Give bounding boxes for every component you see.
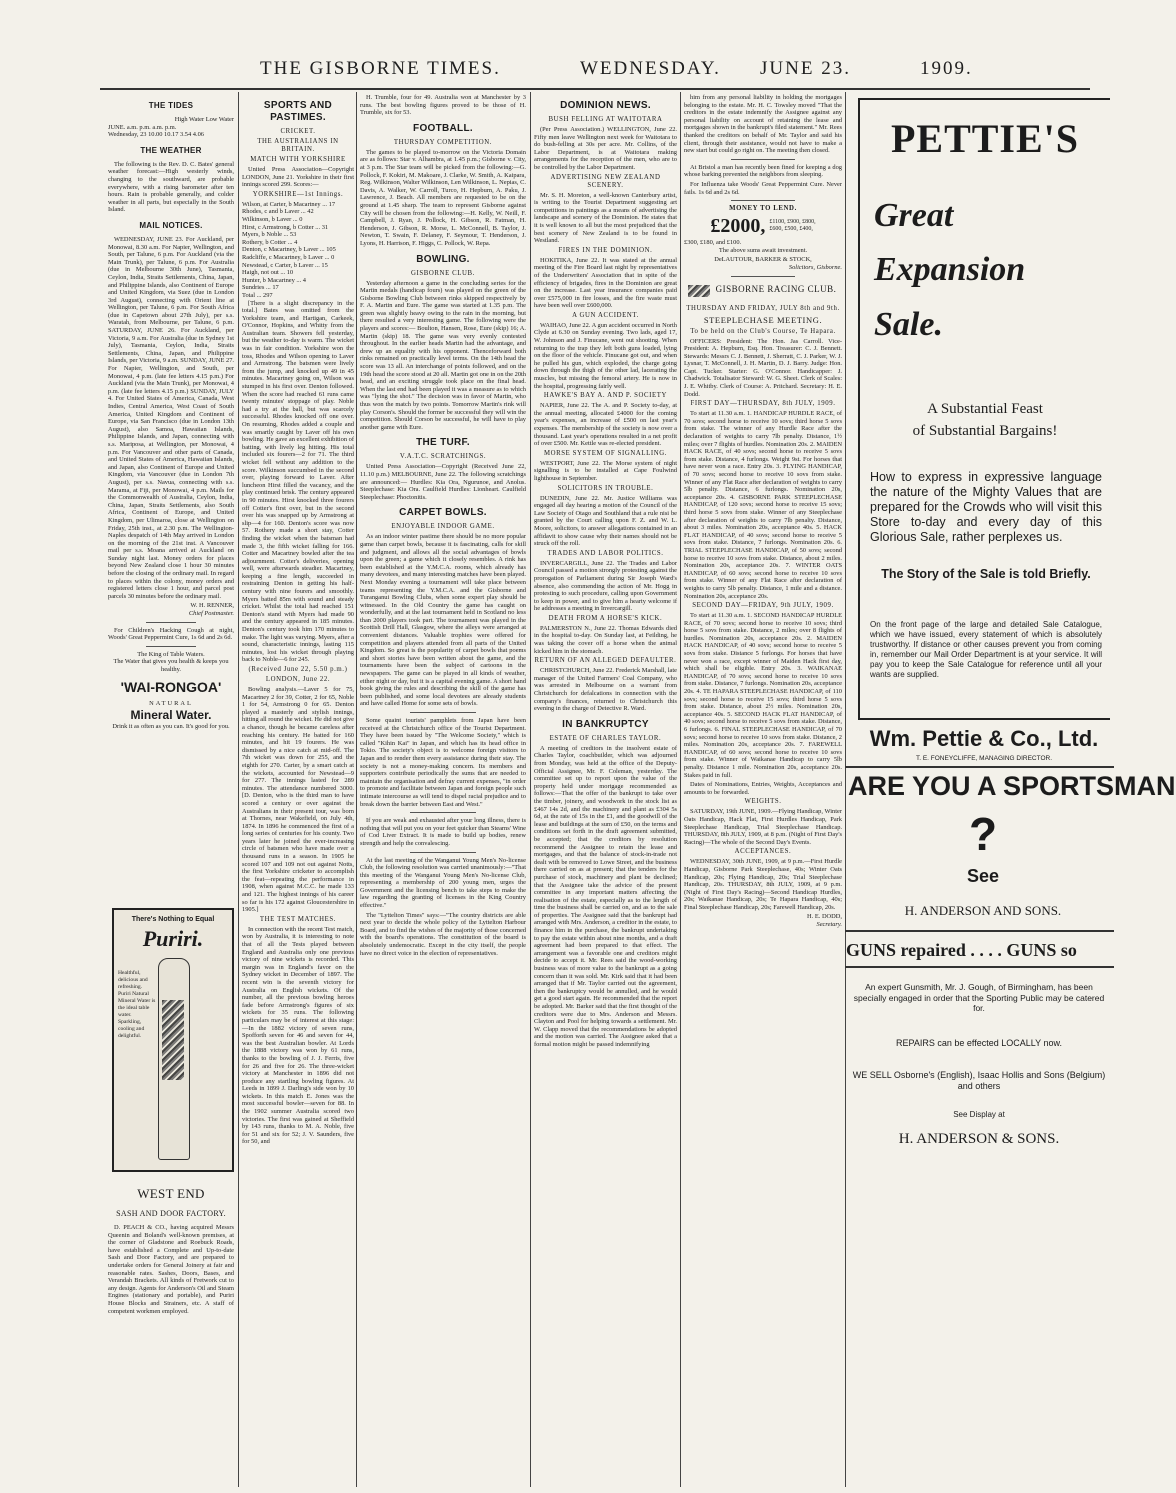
how-text: How to express in expressive language the nature of the Mighty Values that are prepared for the Crowds who will visit this Store to-day and every day of this Glorious Sale, rather perplexes us. — [870, 470, 1102, 544]
second-day-text: To start at 11.30 a.m. 1. SECOND HANDICAP HURDLE RACE, of 70 sovs; second horse to receive 10 sovs; third horse 5 sovs from stake. Distance, 2 miles; over 8 flights of hurdles. Nomination 20s, acceptance 20s. 2. MAIDEN HACK HANDICAP, of 40 sovs; second horse to receive 5 sovs from stake. Distance 5 furlongs. For horses that have never won a race, except winner of Maiden Hack first day, which shall be eligible. Entry 20s. 3. WAIKANAE HANDICAP, of 70 sovs; second horse to receive 10 sovs from stake. Distance, 7 furlongs. Nomination 20s, acceptance 20s. 4. TE HAPARA STEEPLECHASE HANDICAP, of 110 sovs; second horse to receive 15 sovs; third horse 5 sovs from stake. Distance, about 2½ miles. Nomination 20s, acceptance 40s. 5. SECOND HACK FLAT HANDICAP, of 40 sovs; second horse to receive 5 sovs from stake. Distance, 6 furlongs. 6. FINAL STEEPLECHASE HANDICAP, of 70 sovs; second horse to receive 10 sovs from stake. Distance, 2 miles. Nomination 20s, acceptance 20s. 7. FAREWELL HANDICAP, of 60 sovs; second horse to receive 10 sovs from stake. Winner of Waikanae Handicap to carry 5lb penalty. Distance 1 mile. Nomination 20s, acceptance 20s. Stakes paid in full. — [684, 612, 842, 779]
racing-club-banner — [684, 281, 842, 303]
column-5 — [684, 94, 842, 1489]
score-line: Wilkinson, b Laver ... 0 — [242, 215, 303, 223]
gun-heading: A GUN ACCIDENT. — [572, 311, 639, 319]
officers-text: OFFICERS: President: The Hon. Jas Carroll. Vice-President: A. Hepburn, Esq. Hon. Treasurer: C. J. Bennett. Stewards: Messrs C. J. Bennett, J. Sherratt, C. J. Parker, W. J. Lysnar, T. McConnell, J. H. Martin, D. J. Barry. Judge: Hon. Capt. Tucker. Starter: G. O'Connor. Handicapper: J. Chadwick. Totalisator Steward: W. G. Sheet. Clerk of Scales: J. E. Whitby. Clerk of Course: A. Pritchard. Secretary: H. E. Dodd. — [684, 337, 842, 398]
divider — [410, 712, 476, 713]
column-3 — [360, 94, 526, 1489]
carpet-bowls-heading: CARPET BOWLS. — [399, 507, 487, 519]
london-dateline: LONDON, June 22. — [265, 676, 331, 683]
puriri-ad — [112, 908, 234, 1172]
acceptances-heading: ACCEPTANCES. — [734, 848, 792, 856]
score-line: Rothery, b Cotter ... 4 — [242, 238, 298, 246]
ad-divider — [845, 766, 1114, 768]
column-2 — [242, 94, 354, 1489]
masthead-date: JUNE 23. — [760, 58, 851, 79]
match-text: [There is a slight discrepancy in the total.] Bates was omitted from the Yorkshire team, and Hartigan, Carkeek, O'Connor, Hopkins, and Whitty from the Australian team. Showers fell yesterday, but the weather to-day is warm. The wicket was in fair condition. Yorkshire won the toss, Rhodes and Wilson opening to Laver and Armstrong. The batsmen were lively from the jump, and knocked up 49 in 45 minutes. Macartney going on, Wilson was stumped in his first over. Denton followed. When the score had reached 61 runs came twenty minutes' stoppage of play. Noble had a try at the ball, but was scarcely successful. Rhodes knocked off one over. On resuming, Rhodes added a couple and was smartly caught by Laver off his own bowling. He gave an excellent exhibition of batting, with lively leg hitting. His total included six fourers—2 for 71. The third wicket fell without any addition to the score. Wilkinson succumbed in the second over, playing forward to Laver. After luncheon Hirst filled the vacancy, and the play continued brisk. The century appeared in 90 minutes. Hirst knocked three fourers off Cotter's first over, but in the second over his was snapped up by Armstrong at slip—4 for 160. Denton's score was now 57. Rothery made a short stay, Cotter finding the wicket when the batsman had made 3, the fifth wicket falling for 166. Cotter and Macartney bowled after the tea adjournment. Cotter's deliveries, opening well, were afterwards steadier. Macartney, keeping a fine length, succeeded in restraining Denton in getting his half-century with nine fourers and smoothly. Myers batted 85m with sound and steady cricket. Whilst the total had reached 151 Denton's stand with Myers had made 90 and the century appeared in 185 minutes. Denton's century took him 170 minutes to make. The light was varying. Myers, after a sound, characteristic innings, lasting 115 minutes, lost his wicket through playing back to Noble—6 for 245. — [242, 299, 354, 664]
bottle-label-illustration — [162, 1000, 184, 1080]
steeplechase-sub: To be held on the Club's Course, Te Hapara. — [690, 327, 836, 335]
column-rule-3 — [530, 92, 531, 1487]
yorkshire-heading: YORKSHIRE—1st Innings. — [252, 190, 344, 198]
carpet-bowls-text: As an indoor winter pastime there should be no more popular game than carpet bowls, because it is fascinating, calls for skill and judgment, and allows all the social advantages of bowls upon the green; a game which it closely resembles. A rink has been established at the Y.M.C.A. rooms, which already has many devotees, and many interesting matches have been played. Next Monday evening a tournament will take place between teams representing the Y.M.C.A. and the Gisborne and Turanganui Bowling Clubs, when some expert play should be witnessed. In the Old Country the game has caught on wonderfully, and at the last tournament held in Scotland no less than 2000 players took part. The tournament was played in the Scottish Drill Hall, Glasgow, where the alleys were arranged at convenient distances. Valuable trophies were offered for competition and players attended from all parts of the United Kingdom. So great is the popularity of carpet bowls that poems and short stories have been written about the game, and the tournaments have been the subject of cartoons in the newspapers. The game can be played in all kinds of weather, either night or day, but it is a capital evening game. A short hand book giving the rules and describing the skill of the game has been published, and some local devotees are already students and have called Home for some sets of bowls. — [360, 533, 526, 708]
dodd-title: Secretary. — [816, 921, 842, 929]
death-heading: DEATH FROM A HORSE'S KICK. — [548, 614, 663, 622]
score-line: Myers, b Noble ... 53 — [242, 231, 297, 239]
score-line: Sundries ... 17 — [242, 284, 279, 292]
turf-text: United Press Association—Copyright (Received June 22, 11.10 p.m.) MELBOURNE, June 22. The following scratchings are announced:— Hurdles: Kia Ora, Ngurunoe, and Anolus. Steeplechase: Kia Ora. Caulfield Hurdles: Lionheart. Caulfield Steeplechase: Phoctonitis. — [360, 463, 526, 501]
divider — [146, 622, 196, 623]
bowling-text: Yesterday afternoon a game in the concluding series for the Martin medals (handicap fours) was played on the green of the Gisborne Bowling Club between rinks skipped respectively by F. A. Martin and Eure. The game was started at 1.35 p.m. The green was slightly heavy owing to the rain in the morning, but there resulted a very interesting game. The following were the players and scores:— Boulton, Hansen, Rose, Eure (skip) 16; A. Martin (skip) 18. The game was very evenly contested throughout. In the earlier heads Martin had the advantage, and drew up an equality with his opponent. Thenceforward both rinks remained on practically level terms. On the 14th head the score was 13 all. An interchange of points followed, and on the 19th head the score stood at 20 all. Martin got one in on the 20th head, and an exciting struggle took place on the final head. When the last end had been played it was a measure as to which was "lying the shot." The decision was in favor of Martin, who thus won the match by two points. Tomorrow Martin's rink will play Corson's. Should the former be successful they will win the competition. Should Corson be successful, he will have to play another game with Eure. — [360, 279, 526, 431]
money-small-2: £600, £500, £400, — [769, 226, 813, 233]
score-line: Haigh, not out ... 10 — [242, 269, 294, 277]
column-rule-1 — [238, 92, 239, 1487]
money-small-group — [769, 219, 815, 233]
carpet-bowls-sub: ENJOYABLE INDOOR GAME. — [391, 523, 495, 531]
hawkes-heading: HAWKE'S BAY A. AND P. SOCIETY — [543, 392, 668, 400]
gunsmith-text: An expert Gunsmith, Mr. J. Gough, of Birmingham, has been specially engaged in order that the Sporting Public may be catered for. — [853, 982, 1105, 1013]
pettie-firm: Wm. Pettie & Co., Ltd. — [869, 726, 1099, 751]
solicitors-text: DUNEDIN, June 22. Mr. Justice Williams was engaged all day hearing a motion of the Council of the Law Society of Otago and Southland that a rule nisi be granted by the Court calling upon F. Z. and W. L. Moore, solicitors, to answer allegations contained in an affidavit to show cause why their names should not be struck off the roll. — [534, 494, 677, 548]
we-sell-text: WE SELL Osborne's (English), Isaac Hollis and Sons (Belgium) and others — [852, 1070, 1106, 1091]
mail-signature-title: Chief Postmaster. — [188, 610, 234, 618]
advertising-heading: ADVERTISING NEW ZEALAND SCENERY. — [550, 173, 661, 189]
cough-cure-text: For Children's Hacking Cough at night, Woods' Great Peppermint Cure, 1s 6d and 2s 6d. — [108, 626, 234, 642]
football-text: The games to be played to-morrow on the Victoria Domain are as follows: Star v. Alhambra, at 1.45 p.m.; Gisborne v. City, at 3 p.m. The Star team will be picked from the following:—G. Pollock, F. Kokiri, M. Makoare, J. Clarke, W. Smith, A. Kaipara, Reg. Wilkinson, Walter Wilkinson, Len Wilkinson, L. Nepias, C. Davis, A. Walker, W. Carroll, Turco, H. Hepburn, A. Paku, J. Lawrence, J. Beach. All members are requested to be on the ground at 1.45 sharp. The team to represent Gisborne against City will be chosen from the following:—H. Kelly, W. Neill, F. Campbell, J. Ryan, J. Pollock, H. Gibson, R. Fatman, H. Henderson, J. Gibson, R. Morse, L. McConnell, B. Taylor, J. Newton, T. Swain, F. Delaney, F. Seymour, T. Henderson, J. Lyons, H. Harrison, F. Higgs, C. Pollock, W. Repa. — [360, 148, 526, 247]
puriri-top: There's Nothing to Equal — [131, 916, 215, 923]
question-mark: ? — [968, 808, 998, 860]
pettie-name: PETTIE'S — [890, 116, 1080, 161]
money-amounts — [684, 215, 842, 237]
football-heading: FOOTBALL. — [413, 122, 473, 134]
bankruptcy-sub: ESTATE OF CHARLES TAYLOR. — [549, 734, 662, 742]
weather-text: The following is the Rev. D. C. Bates' general weather forecast:—High westerly winds, changing to the southward, are probable everywhere, with a rising barometer after ten hours. Rain is probable generally, and colder weather in all parts, but especially in the South Island. — [108, 160, 234, 214]
fires-heading: FIRES IN THE DOMINION. — [558, 246, 653, 254]
racing-dates: THURSDAY AND FRIDAY, JULY 8th and 9th. — [686, 304, 840, 312]
score-line: Newstead, c Carter, b Laver ... 15 — [242, 261, 328, 269]
pettie-director: T. E. FONEYCLIFFE, MANAGING DIRECTOR. — [915, 755, 1053, 762]
bankruptcy-text: A meeting of creditors in the insolvent estate of Charles Taylor, coachbuilder, which was adjourned from Monday, was held at the office of the Deputy-Official Assignee, Mr. F. Coleman, yesterday. The committee set up to report upon the value of the property held under mortgage recommended as follows:—That the offer of the bankrupt to take over the timber, joinery, and woodwork in the stock list as £467 14s 2d, and the machinery and plant as £304 5s 6d, at the rate of 15s in the £1, and the goodwill of the lease and buildings at the sum of £50, on the terms and conditions set forth in the draft agreement submitted, be accepted; that the creditors by resolution recommend the Assignee to retain the lease and mortgages, and that the balance of stock-in-trade not dealt with be removed to Lowe Street, and the business there carried on as at present; that the tenders for the purchase of stock, machinery and plant be declined; that the Assignee take the advice of the present committee in any important matters affecting the realisation of the estate, especially as to the length of time the business shall be carried on, and as to the sale of properties. The Assignee said that the bankrupt had arranged with Mrs. Anderson, a creditor in the estate, to finance him in the purchase, the bankrupt undertaking to pay the estate within about nine months, and a draft agreement had been prepared to that effect. The arrangement was a favorable one and creditors might decide to accept it. Mr. Rees said the wood-working business was of more value to the bankrupt as a going concern than it was sold. Mr. Kirk said that it had been arranged that if Mr. Taylor carried out the agreement, then the bankruptcy would be annulled, and he would get a good start again. He recommended that the report be adopted. Mr. Barker said that the first thought of the creditors were due to Mrs. Anderson and Messrs. Clayton and Pool for helping towards a settlement. Mr. W. Clapp moved that the recommendations be adopted and the motion was carried. The Assignee asked that a formal motion might be passed indemnifying — [534, 744, 677, 1048]
second-day-heading: SECOND DAY—FRIDAY, 9th JULY, 1909. — [692, 602, 834, 610]
cricket-continued: H. Trumble, four for 49. Australia won at Manchester by 3 runs. The best bowling figures proved to be those of H. Trumble, six for 53. — [360, 94, 526, 117]
money-text: The above sums await investment. — [718, 246, 808, 254]
advertising-text: Mr. S. H. Moreton, a well-known Canterbury artist, is writing to the Tourist Department suggesting art competitions in paintings as a means of advertising the landscape and scenery of the Dominion. He states that it is well known to all but the most prejudiced that the best scenery of New Zealand is to be found in Westland. — [534, 191, 677, 245]
tourist-text: Some quaint tourists' pamphlets from Japan have been received at the Christchurch office of the Tourist Department. They have been issued by "The Welcome Society," which is called "Kihin Kai" in Japan, and which has its head office in Tokio. The society's object is to welcome foreign visitors to Japan and to render them every assistance during their stay. The society is not a money-making concern. Its members and supporters contribute periodically the sums that are needed to maintain the organisation and defray current expenses, "in order to promote and facilitate between Japan and foreign people such intimate intercourse as will tend to dispel racial prejudice and to break down the barrier between East and West." — [360, 717, 526, 808]
mail-heading: MAIL NOTICES. — [139, 220, 203, 230]
dominion-heading: DOMINION NEWS. — [560, 100, 651, 111]
defaulter-heading: RETURN OF AN ALLEGED DEFAULTER. — [534, 657, 677, 665]
fires-text: HOKITIKA, June 22. It was stated at the annual meeting of the Fire Board last night by representatives of the Underwriters' Association that in spite of the efficiency of brigades, fires in the Dominion are great on the increase. Last year insurance companies paid over £575,000 in fire losses, and the fire waste must have been well over £600,000. — [534, 256, 677, 310]
defaulter-text: CHRISTCHURCH, June 22. Frederick Marshall, late manager of the United Farmers' Coal Company, who was arrested in Melbourne on a warrant from Christchurch for defalcations in connection with the company's finances, returned to Christchurch this evening in the charge of Detective R. Ward. — [534, 667, 677, 713]
bowling-analysis: Bowling analysis.—Laver 5 for 75, Macartney 2 for 39, Cotter, 2 for 65, Noble 1 for 54, Armstrong 0 for 65. Denton played a masterly and stylish innings, hitting all round the wicket. He did not give a chance, though he became careless after reaching his century. He batted for 160 minutes, and hit 19 fourers. He was dismissed by a nice catch at mid-off. The 7th wicket was down for 255, and the eighth for 270. Carter, by a smart catch at the wickets, accounted for Newstead—9 for 277. The innings lasted for 289 minutes. The attendance numbered 3000. [D. Denton, who is the third man to have scored a century or over against the Australians in their present tour, was born at Thornes, near Wakefield, on July 4th, 1874. In 1896 he commenced the first of a long series of centuries for his county. Two years later he joined the ever-increasing circle of batsmen who have made over a thousand runs in a season. In 1905 he scored 107 and 109 not out against Notts, the first Yorkshire cricketer to accomplish the feat—repeating the performance in 1908, when against M.C.C. he made 133 and 121. The highest innings of his career so far is his 172 against Gloucestershire in 1905.] — [242, 686, 354, 914]
puriri-name: Puriri. — [142, 926, 204, 951]
wai-natural: NATURAL — [149, 699, 193, 707]
money-firm-2: Solicitors, Gisborne. — [788, 263, 842, 271]
wai-rongoa-ad — [108, 651, 234, 731]
received-note: (Received June 22, 5.50 p.m.) — [248, 666, 348, 673]
death-text: PALMERSTON N., June 22. Thomas Edwards died in the hospital to-day. On Sunday last, at Feilding, he was taking the cover off a horse when the animal kicked him in the stomach. — [534, 624, 677, 655]
morse-heading: MORSE SYSTEM OF SIGNALLING. — [543, 449, 668, 457]
see-text: See — [966, 866, 1000, 886]
tides-row-3: Wednesday, 23 10.00 10.17 3.54 4.06 — [108, 131, 204, 139]
wai-tagline-2: The Water that gives you health & keeps you healthy. — [113, 658, 229, 673]
solicitors-heading: SOLICITORS IN TROUBLE. — [557, 484, 654, 492]
racing-club-name: GISBORNE RACING CLUB. — [715, 283, 837, 294]
expansion-text: Expansion — [874, 251, 1026, 288]
trades-text: INVERCARGILL, June 22. The Trades and Labor Council passed a motion strongly protesting against the prorogation of Parliament during Sir Joseph Ward's absence, also commending the action of Mr. Hogg in protesting to such procedure, calling upon Government to keep in power, and to give him a hearty welcome if he addresses a meeting in Invercargill. — [534, 559, 677, 613]
feast-line-2: of Substantial Bargains! — [912, 423, 1058, 439]
masthead-year: 1909. — [920, 58, 973, 79]
divider — [731, 200, 794, 201]
weights-heading: WEIGHTS. — [744, 798, 782, 806]
great-text: Great — [874, 197, 954, 234]
column-rule-2 — [356, 92, 357, 1487]
horse-icon — [688, 285, 710, 297]
masthead-day: WEDNESDAY. — [580, 58, 721, 79]
trades-heading: TRADES AND LABOR POLITICS. — [547, 549, 664, 557]
bankruptcy-continued: him from any personal liability in holding the mortgages belonging to the estate. Mr. H. C. Towsley moved "That the creditors in the estate indemnify the Assignee against any personal liability on account of retaining the lease and mortgages shown in the bankrupt's filed statement." Mr. Rees thanked the creditors on behalf of Mr. Taylor and said his client, through their assistance, would not have to make a new start but could go right on. The meeting then closed. — [684, 94, 842, 155]
money-heading: MONEY TO LEND. — [729, 205, 797, 213]
pettie-ad — [858, 98, 1110, 720]
masthead-paper: THE GISBORNE TIMES. — [260, 58, 501, 79]
sale-text: Sale. — [874, 306, 943, 343]
story-text: The Story of the Sale is told Briefly. — [881, 567, 1091, 581]
column-4 — [534, 94, 677, 1489]
guns-repaired: GUNS repaired . . . . GUNS so — [846, 940, 1077, 960]
dodd-signature: H. E. DODD, — [807, 913, 842, 921]
west-end-sub: SASH AND DOOR FACTORY. — [116, 1209, 226, 1218]
anderson-name-2: H. ANDERSON & SONS. — [898, 1131, 1060, 1147]
money-small-1: £1100, £900, £800, — [769, 219, 816, 226]
west-end-text: D. PEACH & CO., having acquired Messrs Queenin and Boland's well-known premises, at the corner of Gladstone and Roebuck Roads, have established a Complete and Up-to-date Sash and Door Factory, and are prepared to undertake orders for General Joinery at fair and reasonable rates. Sashes, Doors, Bases, and Verandah Brackets. All kinds of Fretwork cut to any design. Agents for Anderson's Oil and Steam Engines (stationary and portable), and Puriri House Blocks and Strainers, etc. A staff of competent workmen employed. — [108, 1224, 234, 1315]
steeplechase-heading: STEEPLECHASE MEETING. — [703, 314, 823, 325]
masthead — [70, 58, 1070, 92]
money-small-3: £300, £180, and £100. — [684, 239, 742, 247]
west-end-ad — [108, 1180, 234, 1480]
wai-drink-text: Drink it as often as you can. It's good for you. — [112, 723, 230, 731]
wanganui-text: At the last meeting of the Wanganui Young Men's No-license Club, the following resolution was carried unanimously:—"That this meeting of the Wanganui Young Men's No-license Club, representing a membership of 200 young men, urges the Government and the licensing bench to take steps to make the law regarding the granting of licenses in the King Country effective." — [360, 856, 526, 910]
score-line: Wilson, at Carter, b Macartney ... 17 — [242, 200, 336, 208]
australians-heading: THE AUSTRALIANS IN BRITAIN. — [257, 138, 339, 153]
money-firm: DeLAUTOUR, BARKER & STOCK, — [714, 256, 812, 264]
score-line: Hunter, b Macartney ... 4 — [242, 276, 306, 284]
mail-signature: W. H. RENNER, — [190, 602, 234, 610]
match-intro: United Press Association—Copyright LONDON, June 21. Yorkshire in their first innings scored 299. Scores:— — [242, 166, 354, 189]
hawkes-text: NAPIER, June 22. The A. and P. Society to-day, at the annual meeting, allocated £4000 for the coming year's expenses, an increase of £500 on last year's expenses. The membership of the society is now over a thousand. Last year's operations resulted in a net profit of over £500. Mr. Kettle was re-elected president. — [534, 402, 677, 448]
weather-heading: THE WEATHER — [140, 145, 202, 155]
bush-text: (Per Press Association.) WELLINGTON, June 22. Fifty men leave Wellington next week for Waitotara to do bush-felling at 30s per acre. Mr. Collins, of the Labor Department, is at Waitotara making arrangements for the reception of the men, who are to be controlled by the Labor Department. — [534, 126, 677, 171]
money-big: £2000, — [710, 215, 766, 238]
gun-text: WAIHAO, June 22. A gun accident occurred in North Clyde at 6.30 on Sunday evening. Two lads, aged 17, W. Johnson and J. Finucane, went out shooting. When returning to the trap they left both guns loaded, lying on the floor of the vehicle. Finucane got out, and when he pulled his gun, which exploded, the charge going down through the thigh of the other lad, lacerating the muscles, but missing the femoral artery. He is now in the hospital, progressing fairly well. — [534, 321, 678, 390]
bush-heading: BUSH FELLING AT WAITOTARA — [548, 116, 663, 123]
divider — [731, 276, 794, 277]
front-page-text: On the front page of the large and detailed Sale Catalogue, which we have issued, every statement of which is absolutely trustworthy. If distance or other causes prevent you from coming in, remember our Mail Order Department is at your service. It will pay you to keep the Sale Catalogue for reference until all your wants are supplied. — [870, 620, 1102, 679]
score-line: Rhodes, c and b Laver ... 42 — [242, 208, 314, 216]
tides-heading: THE TIDES — [148, 101, 194, 110]
masthead-rule — [100, 88, 1090, 90]
first-day-heading: FIRST DAY—THURSDAY, 8th JULY, 1909. — [690, 400, 836, 408]
divider — [410, 812, 476, 813]
influenza-text: For Influenza take Woods' Great Peppermint Cure. Never fails. 1s 6d and 2s 6d. — [684, 180, 842, 196]
stearns-text: If you are weak and exhausted after your long illness, there is nothing that will put you on your feet quicker than Stearns' Wine of Cod Liver Extract. It is made to build up bodies, renew strength and help the convalescing. — [360, 817, 526, 847]
column-rule-4 — [680, 92, 681, 1487]
mail-text: WEDNESDAY, JUNE 23. For Auckland, per Monowai, 8.30 a.m. For Napier, Wellington, and South, per Talune, 6 p.m. For Auckland (via the Main Trunk), per Talune, 6 p.m. For Australia (due in Melbourne 30th June), Tasmania, Ceylon, India, Straits Settlements, China, Japan, and Philippine Islands, also Continent of Europe and United Kingdom, via Suez (due in London 3rd August), connecting with Orient line at Wellington, per Talune, 6 p.m. For South Africa (due in Capetown about 27th July), per s.s. Waratah, from Melbourne, per Talune, 6 p.m. SATURDAY, JUNE 26. For Auckland, per Victoria, 9 a.m. For Australia (due in Sydney 1st July), Tasmania, Ceylon, India, Straits Settlements, China, Japan, and Philippine Islands, per Victoria, 9 a.m. SUNDAY, JUNE 27. For Napier, Wellington, and South, per Monowai, 4 p.m. (late fee letters 4.15 p.m.) For Auckland (via the Main Trunk), per Monowai, 4 p.m. (late fee letters 4.15 p.m.) SUNDAY, JULY 4. For United States of America, Canada, West Indies, Central America, West Coast of South America, United Kingdom and Continent of Europe, via San Francisco (due in London 13th August), also Samoa, Hawaiian Islands, Philippine Islands, and Japan, connecting with s.s. Mariposa, at Wellington, per Monowai, 4 p.m. For Vancouver and other parts of Canada, and United States of America, Hawaiian Islands, and Japan, also Continent of Europe and United Kingdom, via Vancouver (due in London 7th August), per s.s. Navua, connecting with s.s. Marama, at Fiji, per Monowai, 4 p.m. Mails for the Commonwealth of Australia, Ceylon, India, China, Japan, Straits Settlements, also South Africa, Continent of Europe, and United Kingdom, per Ulimaroa, close at Wellington on Friday, 25th inst., at 2.30 p.m. The Wellington-Naples despatch of 14th May arrived in London on the morning of the 21st inst. A Vancouver mail per s.s. Moana arrived at Auckland on Sunday night last. Money orders for places beyond New Zealand close 1 hour 30 minutes before the closing of the ordinary mail. In regard to places within the colony, money orders and registered letters close 1 hour, and parcel post parcels 30 minutes before the ordinary mail. — [108, 235, 234, 600]
repairs-text: REPAIRS can be effected LOCALLY now. — [896, 1038, 1062, 1048]
test-matches-text: In connection with the recent Test match, won by Australia, it is interesting to note that of all the Tests played between England and Australia only one previous victory of nine wickets is recorded. This margin was in England's favor on the Sydney wicket in December of 1897. The recent win is the seventh victory for Australia on English wickets. Of the number, all the previous bowling heroes fade before Armstrong's figures of six wickets for 35 runs. The following particulars may be of interest at this stage:—In the 1882 victory of seven runs, Spofforth seven for 46 and seven for 44, was the best Australian bowler. At Lords the 1888 victory was won by 61 runs, thanks to the bowling of J. J. Ferris, five for 26 and five for 26. The three-wicket victory at Manchester in 1896 did not produce any startling bowling figures. At Leeds in 1899 J. Darling's side won by 10 wickets. In this match E. Jones was the most successful bowler—seven for 88. In the 1902 summer Australia scored two victories. The first was gained at Sheffield by 143 runs, thanks to M. A. Noble, five for 51 and six for 52; J. V. Saunders, five for 50, and — [242, 925, 354, 1146]
match-heading: MATCH WITH YORKSHIRE — [250, 156, 346, 163]
divider — [731, 159, 794, 160]
display-text: See Display at — [953, 1110, 1005, 1119]
puriri-text: Healthful, delicious and refreshing. Puriri Natural Mineral Water is the ideal table water. Sparkling, cooling and delightful. — [118, 970, 156, 1039]
score-total: Total ... 297 — [242, 291, 273, 299]
first-day-text: To start at 11.30 a.m. 1. HANDICAP HURDLE RACE, of 70 sovs; second horse to receive 10 sovs; third horse 5 sovs from stake. The winner of any Hurdle Race after the declaration of weights to carry 7lb penalty. Distance, 1½ miles; over 7 flights of hurdles. Nomination 20s. 2. MAIDEN HACK RACE, of 40 sovs; second horse to receive 5 sovs from stake. Distance, 4 furlongs. Weight 9st. For horses that have never won a race. Entry 20s. 3. FLYING HANDICAP, of 70 sovs; second horse to receive 10 sovs from stake. Winner of any Flat Race after declaration of weights to carry 5lb penalty. Distance, 6 furlongs. Nomination 20s, acceptance 20s. 4. GISBORNE PARK STEEPLECHASE HANDICAP, of 120 sovs; second horse to receive 15 sovs; third horse 5 sovs from stake. Winner of any Steeplechase after declaration of weights to carry 7lb penalty. Distance, about 3 miles. Nomination 20s, acceptance 40s. 5. HACK FLAT HANDICAP, of 40 sovs; second horse to receive 5 sovs from stake. Distance, 7 furlongs. Nomination 20s. 6. TRIAL STEEPLECHASE HANDICAP, of 50 sovs; second horse to receive 10 sovs from stake. Distance, about 2 miles. Nomination 20s, acceptance 20s. 7. WINTER OATS HANDICAP, of 60 sovs; second horse to receive 10 sovs from stake. Winner of any Flat Race after declaration of weights to carry 5lb penalty. Distance, 1 mile and a distance. Nomination 20s, acceptance 20s. — [684, 410, 842, 600]
anderson-name-1: H. ANDERSON AND SONS. — [904, 903, 1062, 918]
weights-text: SATURDAY, 19th JUNE, 1909.—Flying Handicap, Winter Oats Handicap, Hack Flat, First Hurdles Handicap, Park Steeplechase Handicap, Trial Steeplechase Handicap. THURSDAY, 8th JULY, 1909, at 8 p.m. (Night of First Day's Racing)—The whole of the Second Day's Events. — [684, 808, 842, 846]
west-end-heading: WEST END — [137, 1186, 205, 1201]
feast-line-1: A Substantial Feast — [927, 401, 1043, 417]
sports-heading: SPORTS AND PASTIMES. — [263, 100, 333, 123]
score-line: Radcliffe, c Macartney, b Laver ... 0 — [242, 253, 335, 261]
turf-heading: THE TURF. — [416, 437, 470, 449]
test-matches-heading: THE TEST MATCHES. — [259, 915, 337, 923]
score-line: Hirst, c Armstrong, b Cotter ... 31 — [242, 223, 329, 231]
turf-sub: V.A.T.C. SCRATCHINGS. — [399, 453, 487, 461]
column-rule-5 — [845, 92, 846, 1487]
wai-tagline: The King of Table Waters. — [137, 650, 205, 658]
wai-mineral: Mineral Water. — [130, 708, 212, 723]
ad-divider — [845, 930, 1114, 932]
bowling-sub: GISBORNE CLUB. — [411, 269, 475, 277]
divider — [410, 852, 476, 853]
tides-row-2: JUNE. a.m. p.m. a.m. p.m. — [108, 123, 177, 131]
bowling-heading: BOWLING. — [416, 253, 470, 265]
sportsman-heading: ARE YOU A SPORTSMAN — [848, 771, 1176, 801]
bankruptcy-heading: IN BANKRUPTCY — [562, 718, 649, 730]
football-sub: THURSDAY COMPETITION. — [393, 138, 493, 146]
acceptances-text: WEDNESDAY, 30th JUNE, 1909, at 9 p.m.—First Hurdle Handicap, Gisborne Park Steeplechase, 40s; Winter Oats Handicap, 20s; Flying Handicap, 20s; Trial Steeplechase Handicap, 20s. THURSDAY, 8th JULY, 1909, at 9 p.m. (Night of First Day's Racing)—Second Handicap Hurdles, 20s; Waikanae Handicap, 20s; Te Hapara Handicap, 40s; Final Steeplechase Handicap, 20s; Farewell Handicap, 20s. — [684, 858, 842, 911]
morse-text: WESTPORT, June 22. The Morse system of night signalling is to be installed at Cape Foulwind lighthouse in September. — [534, 459, 677, 482]
dates-text: Dates of Nominations, Entries, Weights, Acceptances and amounts to be forwarded. — [684, 781, 842, 796]
score-line: Denton, c Macartney, b Laver ... 105 — [242, 246, 336, 254]
bristol-text: At Bristol a man has recently been fined for keeping a dog whose barking prevented the neighbors from sleeping. — [684, 163, 842, 179]
cricket-heading: CRICKET. — [280, 128, 316, 135]
wai-rongoa-name: 'WAI-RONGOA' — [120, 678, 222, 695]
ad-divider — [845, 966, 1114, 968]
lyttelton-text: The "Lyttelton Times" says:—"The country districts are able next year to decide the whole policy of the Lyttelton Harbour Board, and to find the wishes of the majority of those concerned with the board's operations. The constitution of the board is absolutely undemocratic. Except in the city itself, the people have no direct voice in the election of representatives. — [360, 911, 526, 957]
divider — [146, 646, 196, 647]
tides-row-1: High Water Low Water — [174, 116, 234, 123]
